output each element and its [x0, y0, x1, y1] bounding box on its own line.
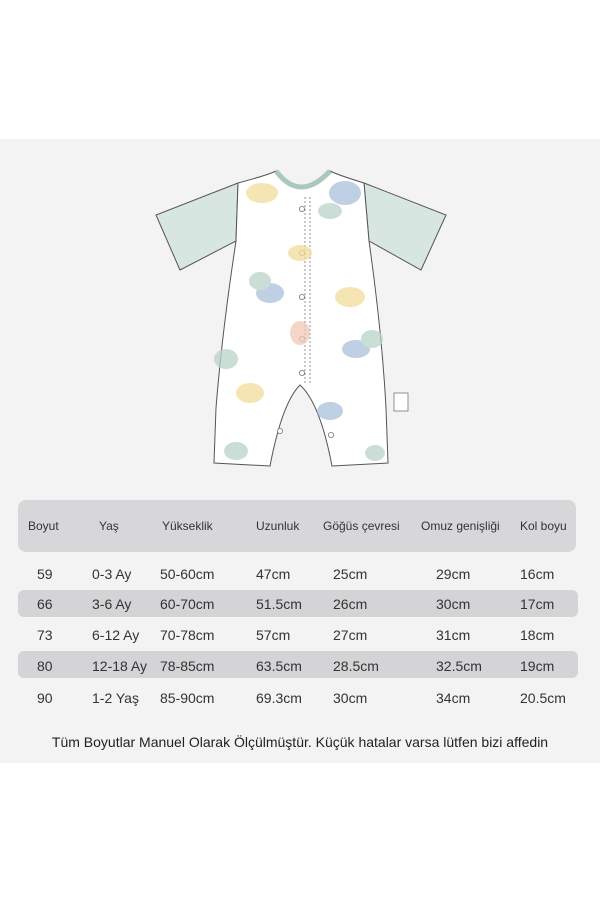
table-cell: 32.5cm	[436, 658, 482, 674]
table-cell: 70-78cm	[160, 627, 215, 643]
table-cell: 0-3 Ay	[92, 566, 132, 582]
table-cell: 78-85cm	[160, 658, 215, 674]
romper-body	[214, 171, 388, 466]
table-cell: 57cm	[256, 627, 291, 643]
header-chest: Göğüs çevresi	[323, 519, 400, 533]
table-cell: 18cm	[520, 627, 555, 643]
table-cell: 31cm	[436, 627, 471, 643]
table-cell: 30cm	[333, 690, 368, 706]
left-sleeve	[156, 183, 238, 270]
table-cell: 80	[37, 658, 53, 674]
table-cell: 20.5cm	[520, 690, 566, 706]
table-cell: 3-6 Ay	[92, 596, 132, 612]
table-cell: 29cm	[436, 566, 471, 582]
header-age: Yaş	[99, 519, 119, 533]
table-cell: 59	[37, 566, 53, 582]
table-cell: 17cm	[520, 596, 555, 612]
table-cell: 90	[37, 690, 53, 706]
header-height: Yükseklik	[162, 519, 213, 533]
header-size: Boyut	[28, 519, 59, 533]
table-cell: 51.5cm	[256, 596, 302, 612]
table-cell: 26cm	[333, 596, 368, 612]
romper-illustration	[150, 163, 450, 473]
table-cell: 25cm	[333, 566, 368, 582]
table-cell: 47cm	[256, 566, 291, 582]
header-shoulder: Omuz genişliği	[421, 519, 500, 533]
table-cell: 19cm	[520, 658, 555, 674]
table-cell: 60-70cm	[160, 596, 215, 612]
table-cell: 85-90cm	[160, 690, 215, 706]
table-cell: 12-18 Ay	[92, 658, 148, 674]
table-cell: 27cm	[333, 627, 368, 643]
table-cell: 66	[37, 596, 53, 612]
table-cell: 16cm	[520, 566, 555, 582]
table-cell: 1-2 Yaş	[92, 690, 139, 706]
measurement-note: Tüm Boyutlar Manuel Olarak Ölçülmüştür. Küçük hatalar varsa lütfen bizi affedin	[51, 734, 549, 750]
table-cell: 63.5cm	[256, 658, 302, 674]
header-sleeve: Kol boyu	[520, 519, 567, 533]
table-cell: 69.3cm	[256, 690, 302, 706]
table-cell: 6-12 Ay	[92, 627, 140, 643]
table-cell: 28.5cm	[333, 658, 379, 674]
table-cell: 30cm	[436, 596, 471, 612]
table-cell: 73	[37, 627, 53, 643]
table-cell: 34cm	[436, 690, 471, 706]
table-cell: 50-60cm	[160, 566, 215, 582]
header-length: Uzunluk	[256, 519, 300, 533]
right-sleeve	[364, 183, 446, 270]
